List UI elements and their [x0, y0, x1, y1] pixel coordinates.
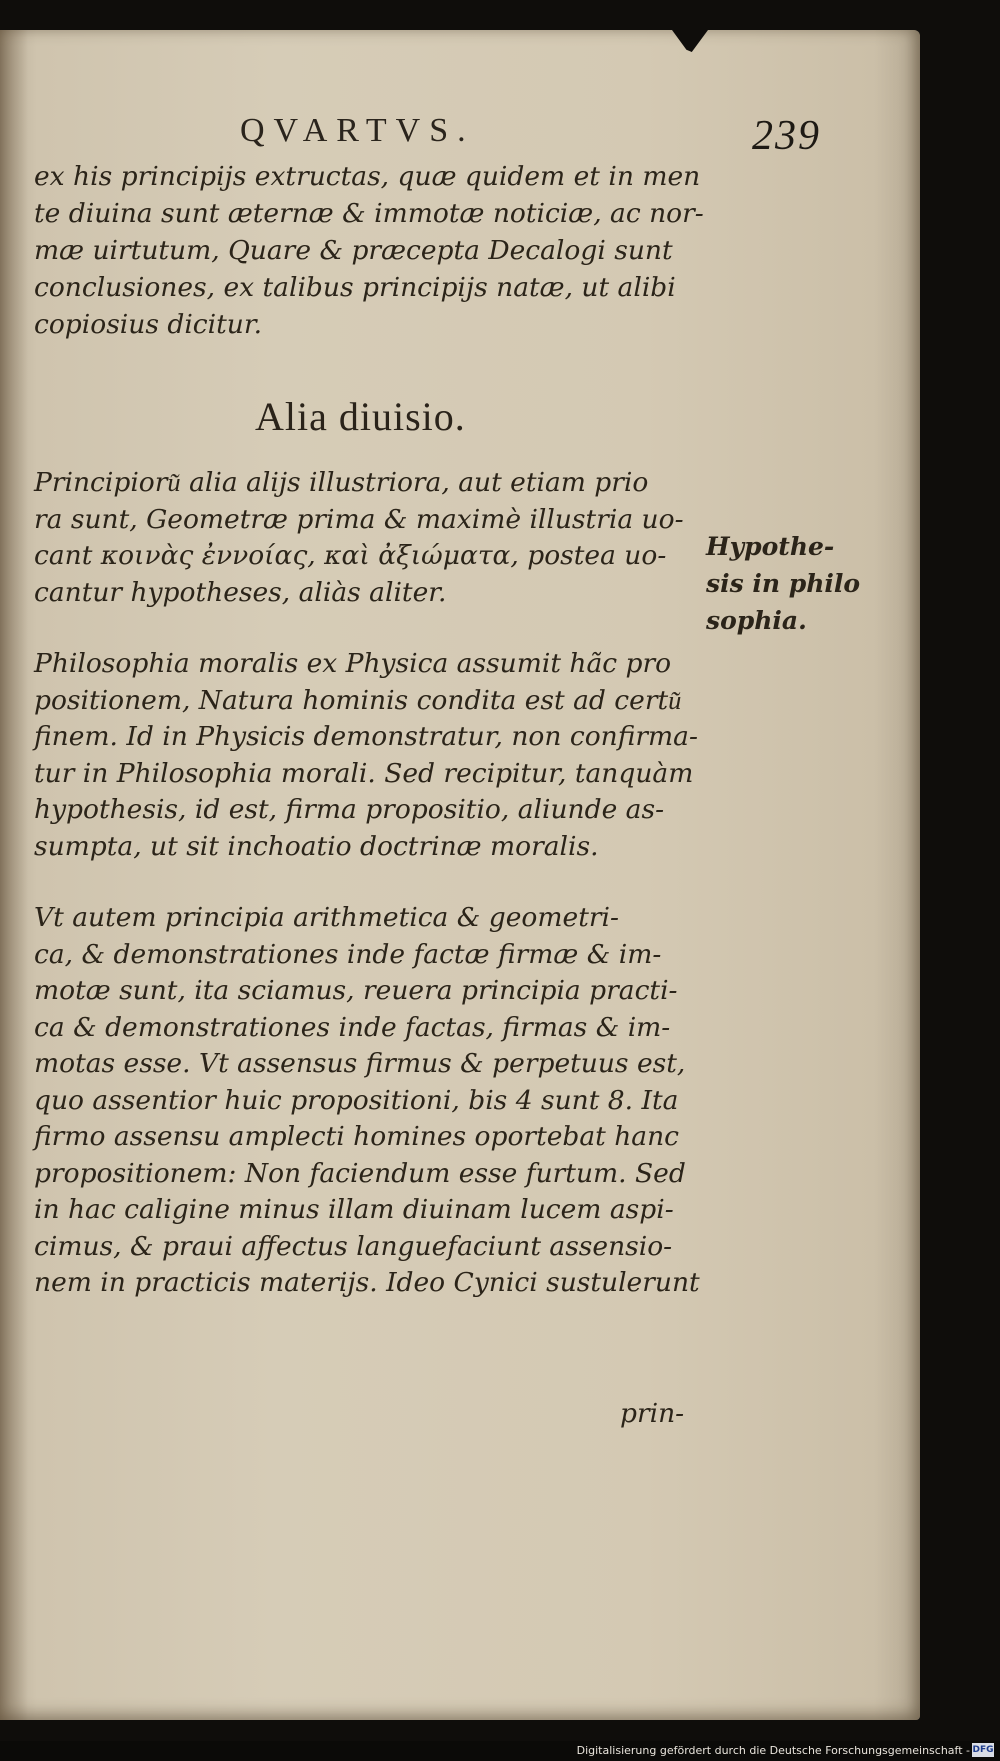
text-line: copiosius dicitur. [34, 309, 263, 340]
text-line: ra sunt, Geometræ prima & maximè illustria uo- [34, 503, 684, 535]
text-line: cantur hypotheses, aliàs aliter. [34, 576, 447, 608]
text-line: positionem, Natura hominis condita est ad certu͂ [34, 684, 682, 716]
paragraph-philosophia [34, 646, 714, 865]
text-line: Principioru͂ alia alijs illustriora, aut etiam prio [34, 467, 649, 498]
text-line: propositionem: Non faciendum esse furtum. Sed [34, 1157, 686, 1189]
opening-text-block [34, 158, 714, 343]
text-line: te diuina sunt æternæ & immotæ noticiæ, ac nor- [34, 198, 704, 229]
text-line: tur in Philosophia morali. Sed recipitur, tanquàm [34, 757, 694, 789]
text-line: motæ sunt, ita sciamus, reuera principia practi- [34, 975, 678, 1006]
section-heading: Alia diuisio. [255, 394, 466, 439]
text-line: quo assentior huic propositioni, bis 4 sunt 8. Ita [34, 1084, 679, 1116]
text-line: cimus, & praui affectus languefaciunt assensio- [34, 1230, 673, 1262]
text-line: Philosophia moralis ex Physica assumit hãc pro [34, 648, 672, 679]
digitization-credit: Digitalisierung gefördert durch die Deutsche Forschungsgemeinschaft - [576, 1744, 970, 1757]
text-line: motas esse. Vt assensus firmus & perpetuus est, [34, 1048, 686, 1079]
text-line: nem in practicis materijs. Ideo Cynici sustulerunt [34, 1267, 700, 1298]
dfg-logo-badge: DFG [972, 1745, 994, 1755]
marginal-line: sis in philo [706, 569, 861, 598]
text-line: ex his principijs extructas, quæ quidem et in men [34, 161, 701, 192]
text-line: Vt autem principia arithmetica & geometri- [34, 902, 619, 933]
page-number: 239 [752, 113, 821, 159]
running-head: QVARTVS. [240, 112, 475, 149]
paragraph-principia-practica [34, 900, 714, 1302]
catchword: prin- [620, 1398, 685, 1429]
text-line: firmo assensu amplecti homines oportebat hanc [34, 1121, 680, 1152]
text-line: finem. Id in Physicis demonstratur, non confirma- [34, 721, 698, 752]
marginal-note [706, 528, 860, 639]
text-line: ca, & demonstrationes inde factæ firmæ & im- [34, 938, 662, 970]
text-line: sumpta, ut sit inchoatio doctrinæ moralis. [34, 830, 599, 862]
marginal-line: sophia. [706, 606, 807, 635]
text-line: ca & demonstrationes inde factas, firmas & im- [34, 1011, 671, 1043]
marginal-line: Hypothe- [706, 532, 835, 561]
text-line: hypothesis, id est, firma propositio, aliunde as- [34, 794, 665, 825]
text-line: in hac caligine minus illam diuinam lucem aspi- [34, 1194, 674, 1225]
text-line: cant κοινὰς ἐννοίας, καὶ ἀξιώματα, postea uo- [34, 540, 667, 571]
text-line: mæ uirtutum, Quare & præcepta Decalogi sunt [34, 235, 673, 266]
text-line: conclusiones, ex talibus principijs natæ, ut alibi [34, 272, 676, 303]
paragraph-principia [34, 465, 714, 611]
